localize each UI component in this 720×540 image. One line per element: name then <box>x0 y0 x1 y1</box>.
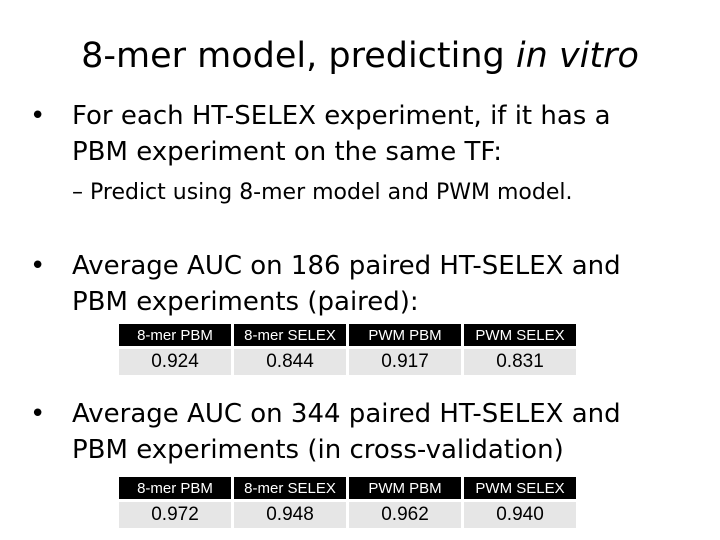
table-header-cell: 8-mer SELEX <box>234 477 346 499</box>
sub-bullet-text: Predict using 8-mer model and PWM model. <box>90 180 573 205</box>
table-header-cell: PWM PBM <box>349 477 461 499</box>
table-header-cell: PWM SELEX <box>464 477 576 499</box>
table-header-cell: 8-mer PBM <box>119 324 231 346</box>
bullet-1-text: For each HT-SELEX experiment, if it has a PBM experiment on the same TF: <box>72 101 611 167</box>
table-row <box>119 502 576 528</box>
slide-title <box>0 34 720 78</box>
title-italic-text: in vitro <box>515 36 639 76</box>
table-cell: 0.917 <box>349 349 461 375</box>
table-header-cell: PWM PBM <box>349 324 461 346</box>
bullet-2-text: Average AUC on 186 paired HT-SELEX and PBM experiments (paired): <box>72 251 621 317</box>
bullet-3-text: Average AUC on 344 paired HT-SELEX and PBM experiments (in cross-validation) <box>72 399 621 465</box>
table-header-cell: 8-mer PBM <box>119 477 231 499</box>
table-row <box>119 349 576 375</box>
table-cell: 0.924 <box>119 349 231 375</box>
bullet-marker: • <box>30 399 46 429</box>
table-cell: 0.962 <box>349 502 461 528</box>
auc-table-paired <box>116 321 579 378</box>
sub-bullet-1 <box>72 178 672 208</box>
table-header-cell: 8-mer SELEX <box>234 324 346 346</box>
table-cell: 0.831 <box>464 349 576 375</box>
table-cell: 0.972 <box>119 502 231 528</box>
table-header-row <box>119 324 576 346</box>
auc-table-cross-validation <box>116 474 579 531</box>
table-cell: 0.948 <box>234 502 346 528</box>
table-cell: 0.940 <box>464 502 576 528</box>
table-header-cell: PWM SELEX <box>464 324 576 346</box>
bullet-3 <box>30 396 670 468</box>
table-header-row <box>119 477 576 499</box>
bullet-1 <box>30 98 670 170</box>
bullet-2 <box>30 248 670 320</box>
title-text: 8-mer model, predicting <box>81 36 516 76</box>
bullet-marker: • <box>30 101 46 131</box>
bullet-marker: • <box>30 251 46 281</box>
table-cell: 0.844 <box>234 349 346 375</box>
sub-bullet-marker: – <box>72 180 83 205</box>
